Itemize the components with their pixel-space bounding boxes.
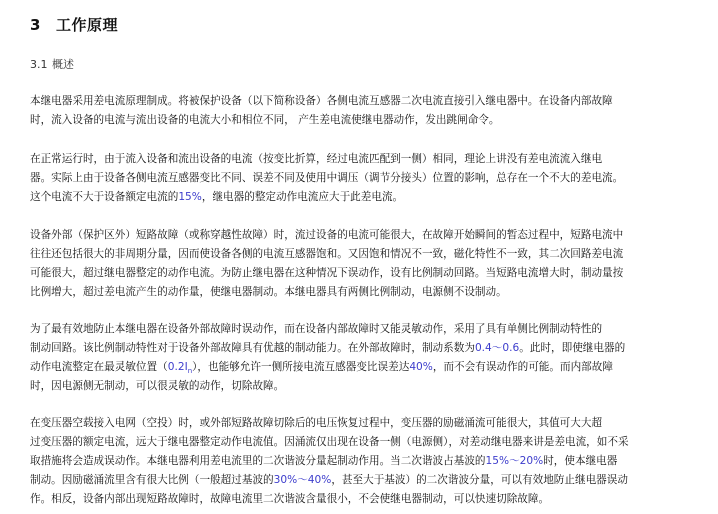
- section-title: 工作原理: [56, 16, 119, 34]
- text-line: 过变压器的额定电流，远大于继电器整定动作电流值。因涌流仅出现在设备一侧（电源侧），对差动继电器来讲是差电流，如不采: [30, 436, 629, 448]
- text-line: 在正常运行时，由于流入设备和流出设备的电流（按变比折算，经过电流匹配到一侧）相同，理论上讲没有差电流流入继电: [30, 153, 603, 165]
- text-line: 在变压器空载接入电网（空投）时，或外部短路故障切除后的电压恢复过程中，变压器的励磁涌流可能很大，其值可大大超: [30, 417, 603, 429]
- value-highlight: 0.2I: [167, 361, 188, 373]
- text-line: 这个电流不大于设备额定电流的15%，继电器的整定动作电流应大于此差电流。: [30, 191, 404, 203]
- paragraph-3: [30, 226, 710, 302]
- text-line: 动作电流整定在最灵敏位置$(0.2I_n)$，也能够允许一侧所接电流互感器变比误差达40%，而不会有误动作的可能。而内部故障: [30, 361, 613, 376]
- text-line: 器。实际上由于设备各侧电流互感器变比不同、误差不同及使用中调压（调节分接头）位置的影响，总存在一个不大的差电流。: [30, 172, 624, 184]
- text-line: 本继电器采用差电流原理制成。将被保护设备（以下简称设备）各侧电流互感器二次电流直接引入继电器中。在设备内部故障: [30, 95, 613, 107]
- text-line: 时，流入设备的电流与流出设备的电流大小和相位不同， 产生差电流使继电器动作，发出跳闸命令。: [30, 114, 500, 126]
- text-line: 比例增大，超过差电流产生的动作量，使继电器制动。本继电器具有两侧比例制动，电源侧不设制动。: [30, 286, 507, 298]
- paragraph-1: [30, 92, 710, 130]
- text-line: 往往还包括很大的非周期分量，因而使设备各侧的电流互感器饱和。又因饱和情况不一致，磁化特性不一致，其二次回路差电流: [30, 248, 624, 260]
- text-line: 为了最有效地防止本继电器在设备外部故障时误动作，而在设备内部故障时又能灵敏动作，采用了具有单侧比例制动特性的: [30, 323, 603, 335]
- paragraph-4: [30, 320, 710, 396]
- value-highlight: 15%: [178, 191, 202, 203]
- subsection-heading: [30, 56, 74, 72]
- text-line: 时，因电源侧无制动，可以很灵敏的动作，切除故障。: [30, 380, 285, 392]
- text-line: 作。相反，设备内部出现短路故障时，故障电流里二次谐波含量很小，不会使继电器制动，可以快速切除故障。: [30, 493, 550, 505]
- value-highlight: 15%～20%: [485, 455, 544, 467]
- subscript: n: [187, 367, 193, 376]
- section-number: 3: [30, 16, 41, 34]
- subsection-title: 概述: [52, 58, 74, 71]
- value-highlight: 0.4～0.6: [474, 342, 520, 354]
- text-line: 制动。因励磁涌流里含有很大比例（一般超过基波的30%～40%，甚至大于基波）的二次谐波分量，可以有效地防止继电器误动: [30, 474, 628, 486]
- section-heading: [30, 14, 118, 35]
- paragraph-5: [30, 414, 710, 509]
- text-line: 可能很大，超过继电器整定的动作电流。为防止继电器在这种情况下误动作，设有比例制动回路。当短路电流增大时，制动量按: [30, 267, 624, 279]
- text-line: 设备外部（保护区外）短路故障（或称穿越性故障）时，流过设备的电流可能很大，在故障开始瞬间的暂态过程中，短路电流中: [30, 229, 624, 241]
- text-line: 取措施将会造成误动作。本继电器利用差电流里的二次谐波分量起制动作用。当二次谐波占基波的15%～20%时，使本继电器: [30, 455, 618, 467]
- subsection-number: 3.1: [30, 58, 48, 71]
- value-highlight: 30%～40%: [273, 474, 332, 486]
- paragraph-2: [30, 150, 710, 207]
- value-highlight: 40%: [409, 361, 433, 373]
- text-line: 制动回路。该比例制动特性对于设备外部故障具有优越的制动能力。在外部故障时，制动系数为0.4～0.6。此时，即使继电器的: [30, 342, 626, 354]
